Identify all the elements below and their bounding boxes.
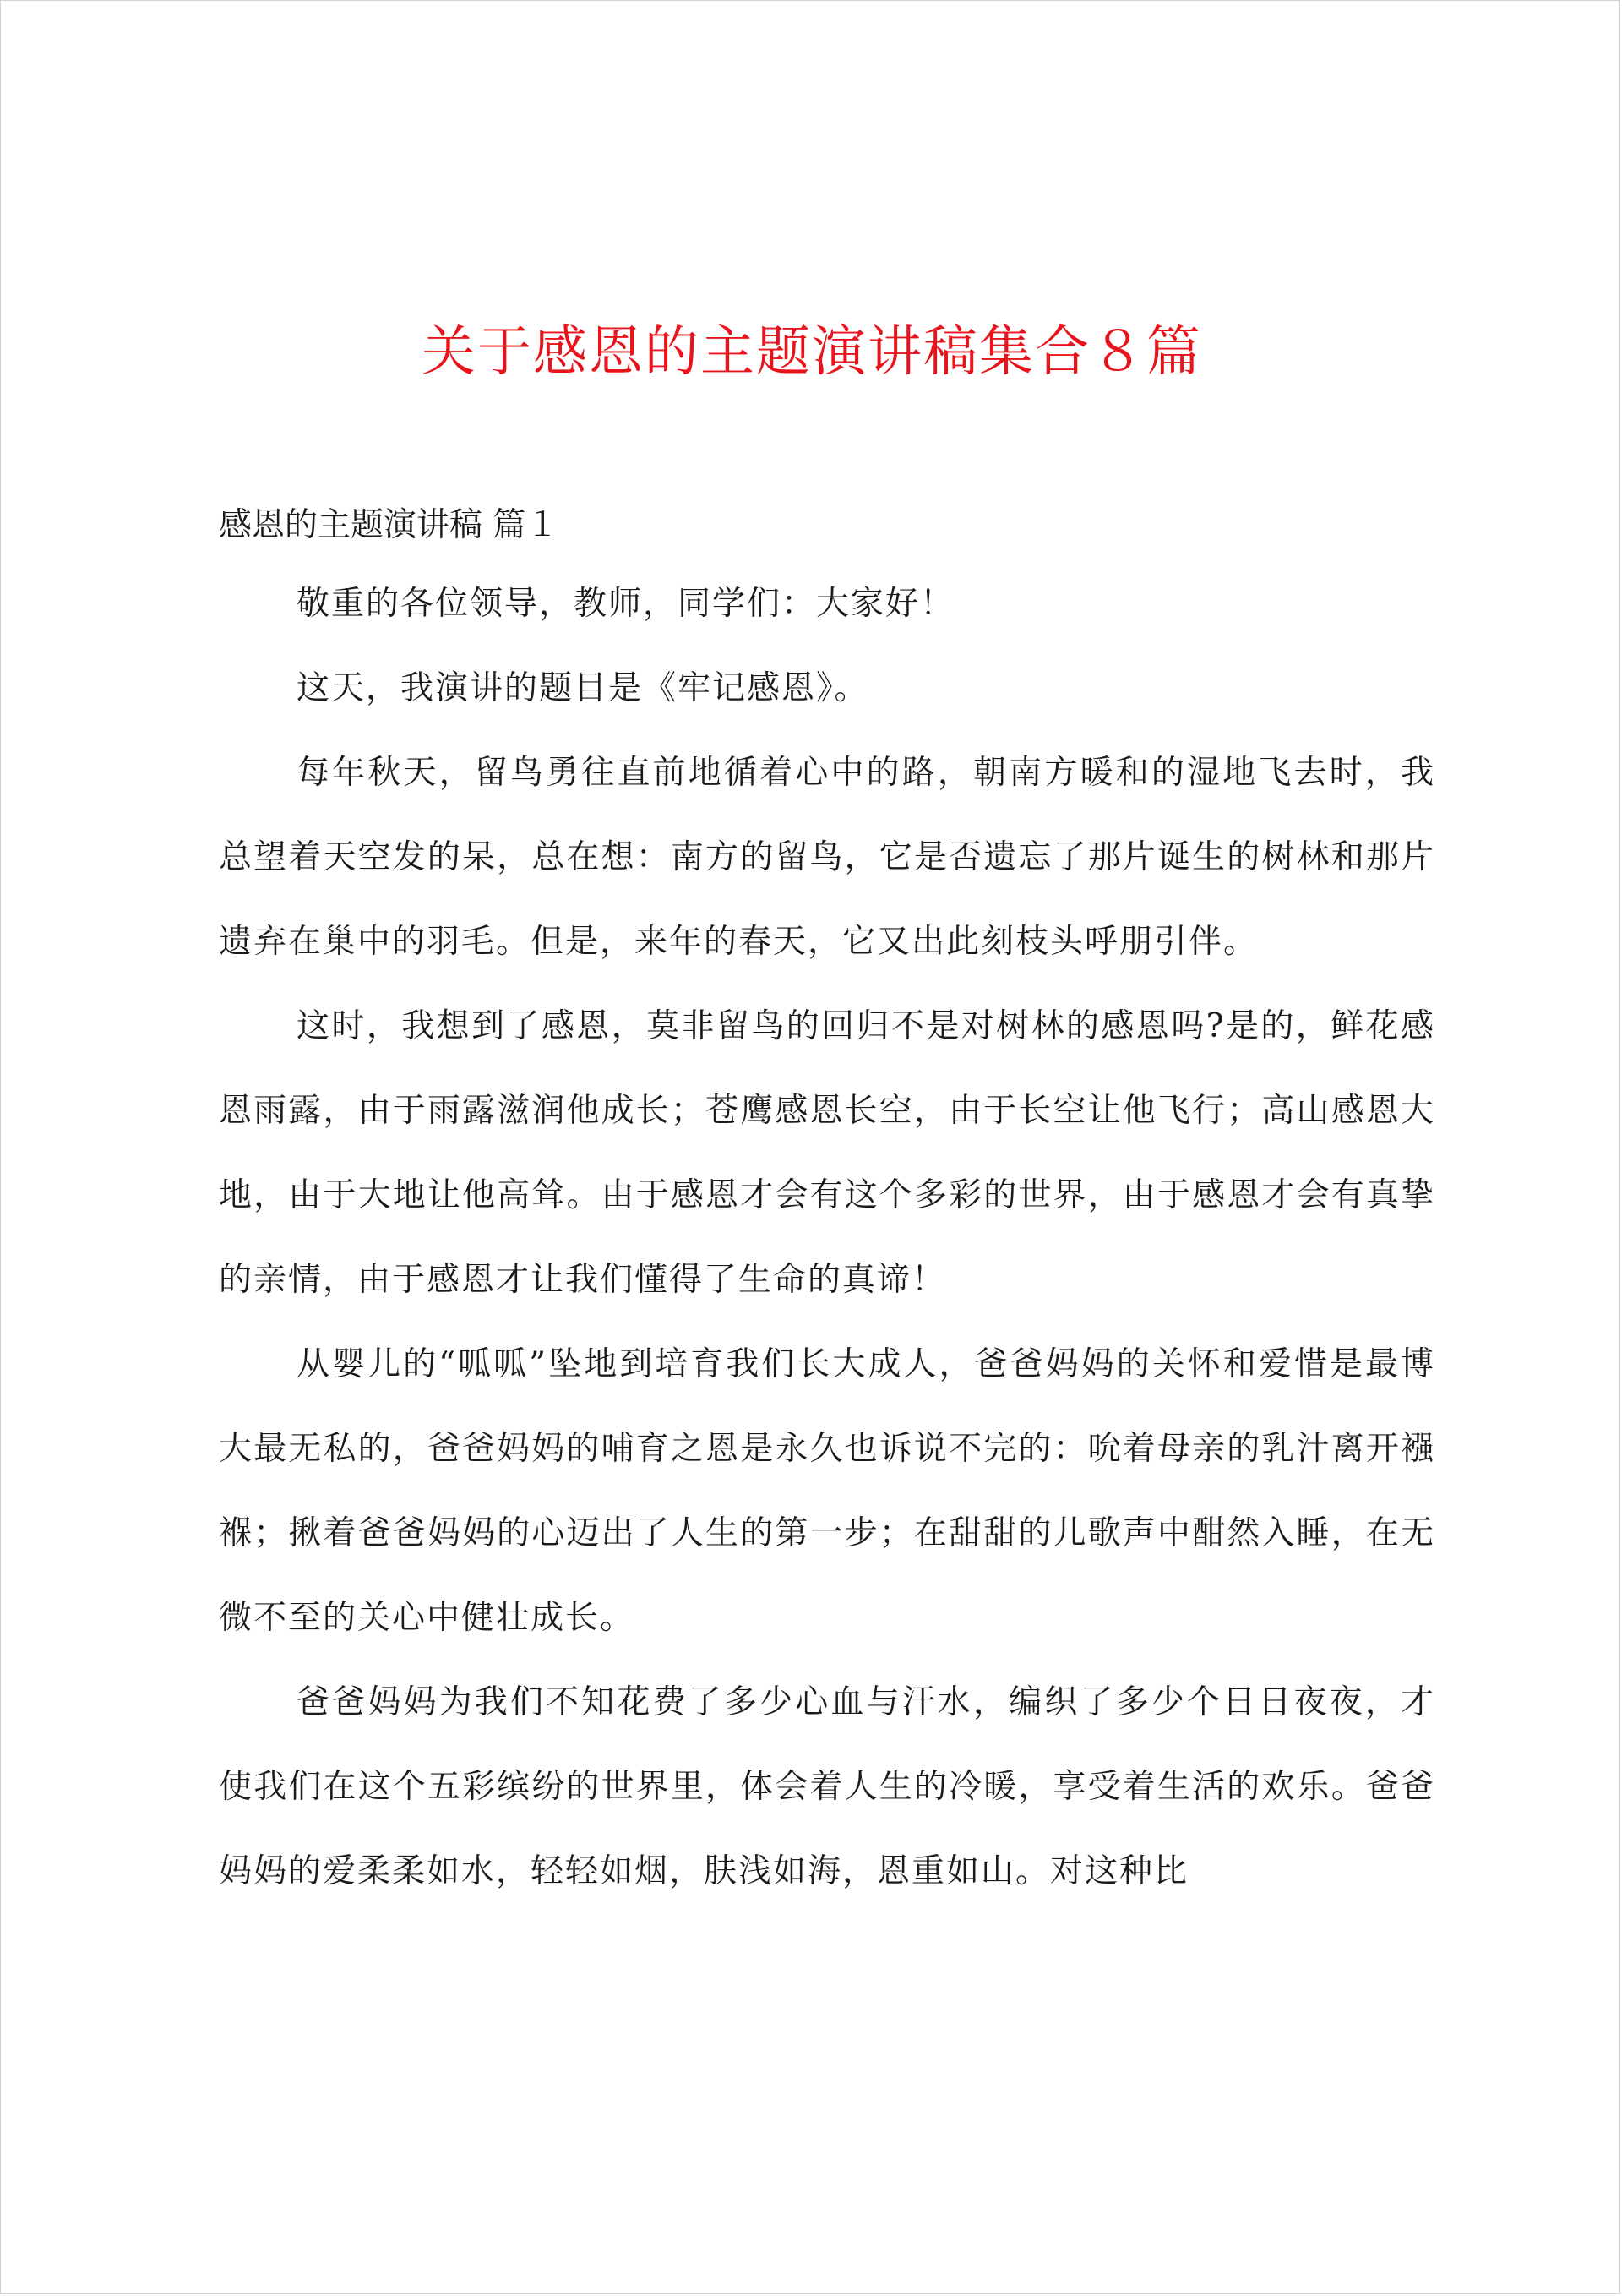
paragraph-parents-effort: 爸爸妈妈为我们不知花费了多少心血与汗水，编织了多少个日日夜夜，才使我们在这个五彩缤纷的世界里，体会着人生的冷暖，享受着生活的欢乐。爸爸妈妈的爱柔柔如水，轻轻如烟，肤浅如海，恩重如山。对这种比: [219, 1683, 1435, 1890]
paragraph-greeting: 敬重的各位领导，教师，同学们：大家好！: [297, 585, 955, 623]
document-body: [219, 489, 1435, 1914]
paragraph-gratitude: 这时，我想到了感恩，莫非留鸟的回归不是对树林的感恩吗?是的，鲜花感恩雨露，由于雨露滋润他成长；苍鹰感恩长空，由于长空让他飞行；高山感恩大地，由于大地让他高耸。由于感恩才会有这个多彩的世界，由于感恩才会有真挚的亲情，由于感恩才让我们懂得了生命的真谛！: [219, 1007, 1435, 1299]
paragraph-topic: 这天，我演讲的题目是《牢记感恩》。: [297, 669, 869, 707]
document-title: 关于感恩的主题演讲稿集合８篇: [422, 321, 1202, 384]
section-heading: 感恩的主题演讲稿 篇１: [219, 506, 559, 544]
paragraph-parents-care: 从婴儿的“呱呱”坠地到培育我们长大成人，爸爸妈妈的关怀和爱惜是最博大最无私的，爸爸妈妈的哺育之恩是永久也诉说不完的：吮着母亲的乳汁离开襁褓；揪着爸爸妈妈的心迈出了人生的第一步；在甜甜的儿歌声中酣然入睡，在无微不至的关心中健壮成长。: [219, 1345, 1435, 1637]
paragraph-migratory-birds: 每年秋天，留鸟勇往直前地循着心中的路，朝南方暖和的湿地飞去时，我总望着天空发的呆，总在想：南方的留鸟，它是否遗忘了那片诞生的树林和那片遗弃在巢中的羽毛。但是，来年的春天，它又出此刻枝头呼朋引伴。: [219, 754, 1435, 961]
